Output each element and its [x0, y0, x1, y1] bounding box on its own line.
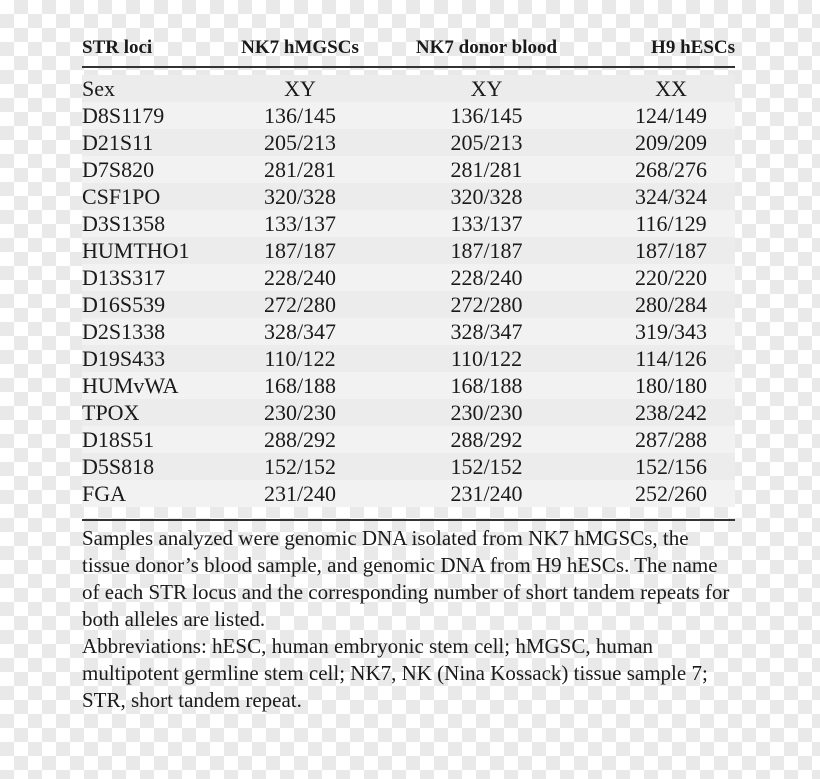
cell-nk7-donor-blood: 110/122	[372, 345, 577, 372]
cell-h9-hescs: 180/180	[577, 372, 735, 399]
cell-h9-hescs: 268/276	[577, 156, 735, 183]
cell-nk7-hmgscs: 230/230	[222, 399, 372, 426]
cell-h9-hescs: 220/220	[577, 264, 735, 291]
table-row	[82, 372, 735, 399]
cell-str-locus: D2S1338	[82, 318, 222, 345]
cell-str-locus: Sex	[82, 75, 222, 102]
table-footnotes	[82, 525, 735, 714]
cell-str-locus: D7S820	[82, 156, 222, 183]
header-str-loci: STR loci	[82, 30, 222, 67]
cell-nk7-hmgscs: 205/213	[222, 129, 372, 156]
cell-nk7-donor-blood: 228/240	[372, 264, 577, 291]
cell-nk7-hmgscs: 133/137	[222, 210, 372, 237]
cell-h9-hescs: XX	[577, 75, 735, 102]
table-row	[82, 210, 735, 237]
footnote-abbreviations: Abbreviations: hESC, human embryonic stem cell; hMGSC, human multipotent germline stem cell; NK7, NK (Nina Kossack) tissue sample 7; STR, short tandem repeat.	[82, 634, 708, 712]
cell-h9-hescs: 124/149	[577, 102, 735, 129]
cell-h9-hescs: 116/129	[577, 210, 735, 237]
cell-str-locus: D5S818	[82, 453, 222, 480]
cell-nk7-donor-blood: 152/152	[372, 453, 577, 480]
cell-str-locus: D21S11	[82, 129, 222, 156]
table-bottom-rule	[82, 519, 735, 521]
header-h9-hescs: H9 hESCs	[577, 30, 735, 67]
footnote-samples: Samples analyzed were genomic DNA isolated from NK7 hMGSCs, the tissue donor’s blood sample, and genomic DNA from H9 hESCs. The name of each STR locus and the corresponding number of short tandem repeats for both alleles are listed.	[82, 526, 730, 631]
table-row	[82, 75, 735, 102]
cell-str-locus: FGA	[82, 480, 222, 507]
cell-nk7-hmgscs: 168/188	[222, 372, 372, 399]
cell-nk7-hmgscs: 288/292	[222, 426, 372, 453]
header-nk7-hmgscs: NK7 hMGSCs	[222, 30, 372, 67]
cell-h9-hescs: 324/324	[577, 183, 735, 210]
cell-nk7-donor-blood: 272/280	[372, 291, 577, 318]
cell-nk7-donor-blood: 328/347	[372, 318, 577, 345]
cell-nk7-donor-blood: 205/213	[372, 129, 577, 156]
header-spacer	[82, 67, 735, 75]
table-row	[82, 291, 735, 318]
cell-h9-hescs: 280/284	[577, 291, 735, 318]
cell-h9-hescs: 319/343	[577, 318, 735, 345]
cell-nk7-hmgscs: 187/187	[222, 237, 372, 264]
table-row	[82, 399, 735, 426]
cell-str-locus: TPOX	[82, 399, 222, 426]
cell-h9-hescs: 238/242	[577, 399, 735, 426]
cell-h9-hescs: 152/156	[577, 453, 735, 480]
table-row	[82, 426, 735, 453]
cell-nk7-hmgscs: 272/280	[222, 291, 372, 318]
table-body	[82, 67, 735, 507]
cell-h9-hescs: 187/187	[577, 237, 735, 264]
cell-nk7-hmgscs: 231/240	[222, 480, 372, 507]
cell-nk7-hmgscs: 152/152	[222, 453, 372, 480]
cell-str-locus: D19S433	[82, 345, 222, 372]
table-row	[82, 237, 735, 264]
cell-str-locus: D16S539	[82, 291, 222, 318]
cell-nk7-donor-blood: 136/145	[372, 102, 577, 129]
table-row	[82, 102, 735, 129]
cell-str-locus: HUMTHO1	[82, 237, 222, 264]
cell-nk7-donor-blood: 187/187	[372, 237, 577, 264]
cell-str-locus: D3S1358	[82, 210, 222, 237]
table-row	[82, 183, 735, 210]
table-row	[82, 318, 735, 345]
cell-nk7-hmgscs: 320/328	[222, 183, 372, 210]
cell-nk7-donor-blood: 288/292	[372, 426, 577, 453]
cell-h9-hescs: 287/288	[577, 426, 735, 453]
cell-nk7-hmgscs: 328/347	[222, 318, 372, 345]
table-row	[82, 156, 735, 183]
table-row	[82, 480, 735, 507]
cell-str-locus: D8S1179	[82, 102, 222, 129]
table-row	[82, 129, 735, 156]
table-row	[82, 264, 735, 291]
cell-nk7-donor-blood: 168/188	[372, 372, 577, 399]
table-row	[82, 345, 735, 372]
str-loci-table	[82, 30, 735, 507]
table-header-row	[82, 30, 735, 67]
cell-nk7-hmgscs: 110/122	[222, 345, 372, 372]
str-table-document	[82, 30, 735, 714]
cell-h9-hescs: 209/209	[577, 129, 735, 156]
cell-nk7-hmgscs: 281/281	[222, 156, 372, 183]
cell-nk7-donor-blood: XY	[372, 75, 577, 102]
table-row	[82, 453, 735, 480]
cell-nk7-donor-blood: 281/281	[372, 156, 577, 183]
cell-nk7-hmgscs: XY	[222, 75, 372, 102]
cell-str-locus: HUMvWA	[82, 372, 222, 399]
cell-h9-hescs: 114/126	[577, 345, 735, 372]
cell-str-locus: D18S51	[82, 426, 222, 453]
header-nk7-donor-blood: NK7 donor blood	[372, 30, 577, 67]
cell-nk7-hmgscs: 136/145	[222, 102, 372, 129]
cell-str-locus: CSF1PO	[82, 183, 222, 210]
cell-h9-hescs: 252/260	[577, 480, 735, 507]
cell-nk7-donor-blood: 231/240	[372, 480, 577, 507]
cell-nk7-donor-blood: 320/328	[372, 183, 577, 210]
cell-str-locus: D13S317	[82, 264, 222, 291]
cell-nk7-donor-blood: 230/230	[372, 399, 577, 426]
cell-nk7-hmgscs: 228/240	[222, 264, 372, 291]
cell-nk7-donor-blood: 133/137	[372, 210, 577, 237]
